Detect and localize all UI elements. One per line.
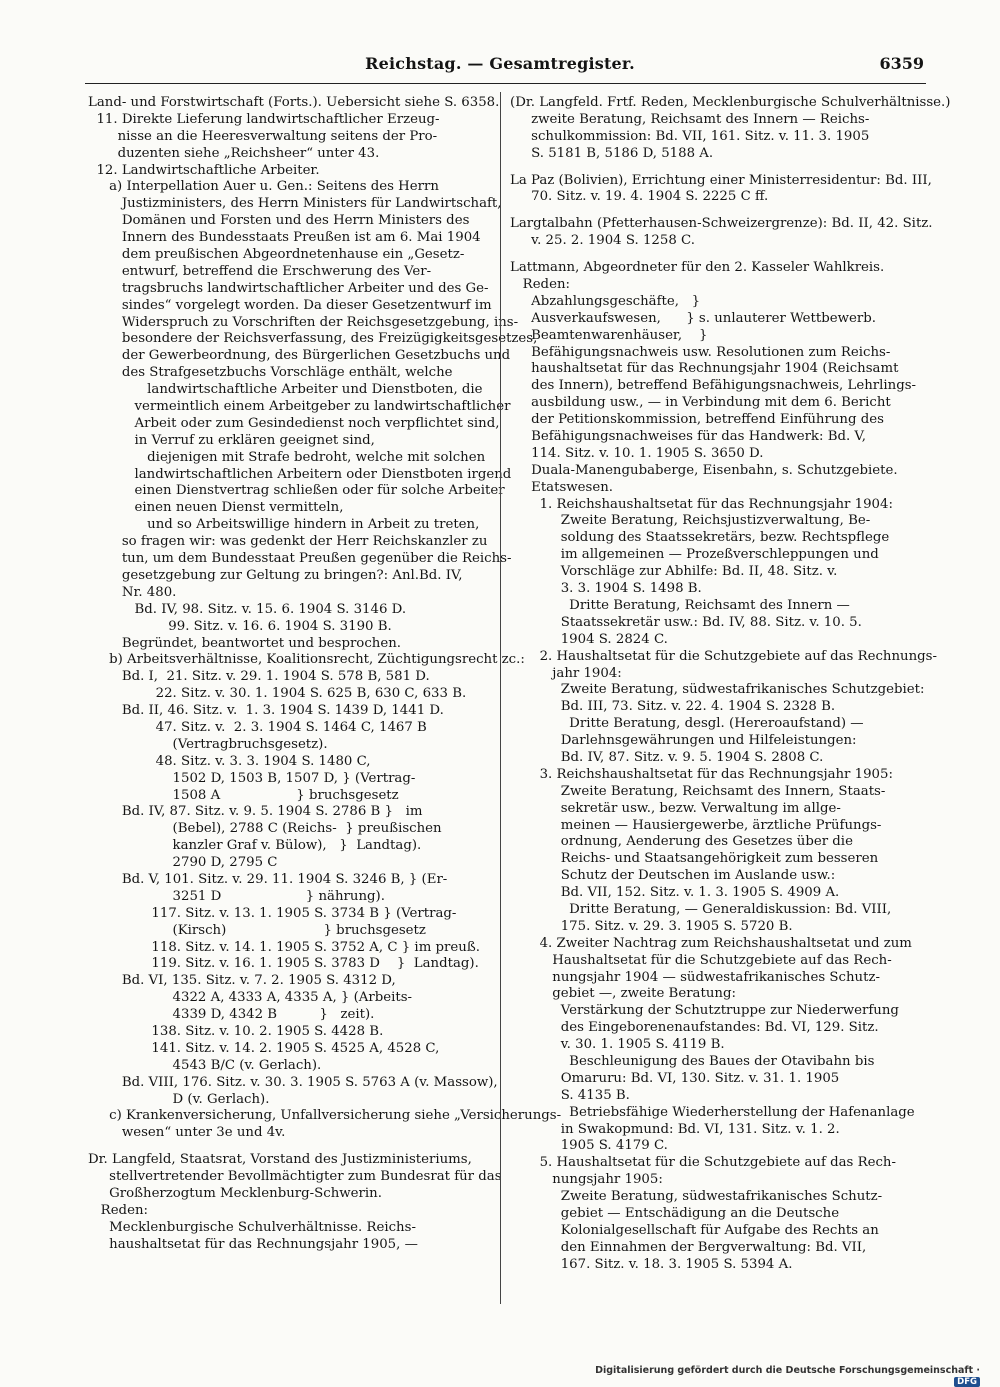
text-line: Vorschläge zur Abhilfe: Bd. II, 48. Sitz. v. — [510, 564, 838, 580]
text-line: einen Dienstvertrag schließen oder für solche Arbeiter — [88, 483, 505, 499]
text-line: b) Arbeitsverhältnisse, Koalitionsrecht, Züchtigungsrecht zc.: — [88, 652, 525, 668]
text-line: der Gewerbeordnung, des Bürgerlichen Gesetzbuchs und — [88, 348, 511, 364]
text-line: Mecklenburgische Schulverhältnisse. Reichs- — [88, 1219, 416, 1235]
text-line: ausbildung usw., — in Verbindung mit dem 6. Bericht — [510, 395, 891, 411]
text-line: Begründet, beantwortet und besprochen. — [88, 635, 401, 651]
text-line: Großherzogtum Mecklenburg-Schwerin. — [88, 1186, 382, 1201]
text-line: tragsbruchs landwirtschaftlicher Arbeiter und des Ge- — [88, 280, 489, 296]
text-line: Zweite Beratung, südwestafrikanisches Schutz- — [510, 1189, 883, 1205]
text-line: Dr. Langfeld, Staatsrat, Vorstand des Justizministeriums, — [88, 1152, 472, 1168]
text-line: Zweite Beratung, Reichsamt des Innern, Staats- — [510, 783, 886, 799]
text-line: (Vertragbruchsgesetz). — [88, 736, 328, 752]
text-line: nungsjahr 1905: — [510, 1172, 663, 1188]
text-line: Land- und Forstwirtschaft (Forts.). Uebersicht siehe S. 6358. — [88, 95, 500, 110]
text-line: Verstärkung der Schutztruppe zur Niederwerfung — [510, 1003, 899, 1019]
text-line: 1502 D, 1503 B, 1507 D, } (Vertrag- — [88, 770, 416, 786]
text-line: 141. Sitz. v. 14. 2. 1905 S. 4525 A, 4528 C, — [88, 1040, 440, 1056]
text-line: nisse an die Heeresverwaltung seitens der Pro- — [88, 128, 438, 144]
right-column — [510, 95, 951, 1274]
text-line: 12. Landwirtschaftliche Arbeiter. — [88, 162, 320, 178]
text-line: Dritte Beratung, Reichsamt des Innern — — [510, 597, 850, 613]
text-line: Omaruru: Bd. VI, 130. Sitz. v. 31. 1. 1905 — [510, 1070, 840, 1086]
text-line: 114. Sitz. v. 10. 1. 1905 S. 3650 D. — [510, 445, 764, 461]
text-line: 4543 B/C (v. Gerlach). — [88, 1057, 322, 1073]
text-line: S. 4135 B. — [510, 1087, 630, 1103]
text-line: 175. Sitz. v. 29. 3. 1905 S. 5720 B. — [510, 918, 793, 934]
dfg-logo: DFG — [954, 1377, 980, 1387]
text-line: Reden: — [510, 277, 570, 293]
text-line: a) Interpellation Auer u. Gen.: Seitens des Herrn — [88, 179, 439, 195]
text-line: wesen“ unter 3e und 4v. — [88, 1125, 286, 1141]
text-line — [510, 206, 922, 216]
text-line: Abzahlungsgeschäfte, } — [510, 293, 701, 309]
text-line: 117. Sitz. v. 13. 1. 1905 S. 3734 B } (Vertrag- — [88, 905, 457, 921]
text-line: 11. Direkte Lieferung landwirtschaftlicher Erzeug- — [88, 111, 440, 127]
text-line: so fragen wir: was gedenkt der Herr Reichskanzler zu — [88, 534, 488, 550]
text-line: 99. Sitz. v. 16. 6. 1904 S. 3190 B. — [88, 618, 392, 634]
text-line: Betriebsfähige Wiederherstellung der Hafenanlage — [510, 1104, 915, 1120]
text-line: Befähigungsnachweis usw. Resolutionen zum Reichs- — [510, 344, 891, 360]
text-line: in Swakopmund: Bd. VI, 131. Sitz. v. 1. 2. — [510, 1121, 840, 1137]
text-line: in Verruf zu erklären geeignet sind, — [88, 432, 375, 448]
text-line: Kolonialgesellschaft für Aufgabe des Rechts an — [510, 1222, 879, 1238]
text-line: 3. 3. 1904 S. 1498 B. — [510, 581, 702, 597]
text-line: Schutz der Deutschen im Auslande usw.: — [510, 868, 836, 884]
text-line: 1905 S. 4179 C. — [510, 1138, 668, 1154]
text-line: 4. Zweiter Nachtrag zum Reichshaushaltsetat und zum — [510, 935, 912, 951]
text-line: 48. Sitz. v. 3. 3. 1904 S. 1480 C, — [88, 753, 371, 769]
text-line: S. 5181 B, 5186 D, 5188 A. — [510, 145, 714, 161]
text-line: Staatssekretär usw.: Bd. IV, 88. Sitz. v. 10. 5. — [510, 614, 862, 630]
text-line: nungsjahr 1904 — südwestafrikanisches Schutz- — [510, 969, 880, 985]
text-line: 4339 D, 4342 B } zeit). — [88, 1007, 375, 1023]
text-line: Darlehnsgewährungen und Hilfeleistungen: — [510, 733, 857, 749]
text-line: c) Krankenversicherung, Unfallversicherung siehe „Versicherungs- — [88, 1108, 562, 1124]
text-line: 3. Reichshaushaltsetat für das Rechnungsjahr 1905: — [510, 766, 893, 782]
text-line: soldung des Staatssekretärs, bezw. Rechtspflege — [510, 530, 890, 546]
text-line: Zweite Beratung, südwestafrikanisches Schutzgebiet: — [510, 682, 925, 698]
text-line: haushaltsetat für das Rechnungsjahr 1904 (Reichsamt — [510, 361, 899, 377]
text-line: Beamtenwarenhäuser, } — [510, 327, 708, 343]
text-line: 3251 D } nährung). — [88, 888, 385, 904]
text-line: Domänen und Forsten und des Herrn Ministers des — [88, 213, 470, 229]
text-line: 1904 S. 2824 C. — [510, 631, 668, 647]
text-line: 4322 A, 4333 A, 4335 A, } (Arbeits- — [88, 990, 413, 1006]
text-line — [88, 1142, 498, 1152]
text-line: vermeintlich einem Arbeitgeber zu landwirtschaftlicher — [88, 399, 511, 415]
text-line: Bd. V, 101. Sitz. v. 29. 11. 1904 S. 3246 B, } (Er- — [88, 871, 448, 887]
text-line: Bd. VI, 135. Sitz. v. 7. 2. 1905 S. 4312 D, — [88, 973, 396, 989]
text-line: Ausverkaufswesen, } s. unlauterer Wettbewerb. — [510, 310, 876, 326]
text-line: Bd. VIII, 176. Sitz. v. 30. 3. 1905 S. 5763 A (v. Massow), — [88, 1074, 498, 1090]
text-line: 119. Sitz. v. 16. 1. 1905 S. 3783 D } Landtag). — [88, 956, 479, 972]
text-line: duzenten siehe „Reichsheer“ unter 43. — [88, 145, 380, 161]
text-line: Zweite Beratung, Reichsjustizverwaltung, Be- — [510, 513, 871, 529]
page-number: 6359 — [879, 54, 924, 73]
page-header — [0, 54, 1000, 84]
text-line: v. 25. 2. 1904 S. 1258 C. — [510, 233, 695, 249]
text-line: Bd. IV, 87. Sitz. v. 9. 5. 1904 S. 2808 C. — [510, 749, 824, 765]
text-line: Arbeit oder zum Gesindedienst noch verpflichtet sind, — [88, 415, 500, 431]
text-line: sekretär usw., bezw. Verwaltung im allge- — [510, 800, 841, 816]
text-line: La Paz (Bolivien), Errichtung einer Ministerresidentur: Bd. III, — [510, 172, 932, 188]
text-line: 2790 D, 2795 C — [88, 855, 278, 871]
text-line: (Dr. Langfeld. Frtf. Reden, Mecklenburgische Schulverhältnisse.) — [510, 95, 951, 110]
text-line — [510, 250, 922, 260]
text-line: Bd. III, 73. Sitz. v. 22. 4. 1904 S. 2328 B. — [510, 699, 836, 715]
text-line: Duala-Manengubaberge, Eisenbahn, s. Schutzgebiete. — [510, 462, 898, 478]
text-line: gebiet —, zweite Beratung: — [510, 986, 736, 1002]
text-line: Nr. 480. — [88, 584, 177, 600]
text-line: Etatswesen. — [510, 479, 614, 495]
text-line: Bd. IV, 87. Sitz. v. 9. 5. 1904 S. 2786 B } im — [88, 804, 423, 820]
text-line: (Kirsch) } bruchsgesetz — [88, 922, 426, 938]
header-rule — [85, 83, 926, 84]
text-line: des Strafgesetzbuchs Vorschläge enthält, welche — [88, 365, 453, 381]
text-line: der Petitionskommission, betreffend Einführung des — [510, 412, 884, 428]
text-line: jahr 1904: — [510, 665, 622, 681]
text-line: Dritte Beratung, desgl. (Hereroaufstand) — — [510, 716, 864, 732]
text-line: dem preußischen Abgeordnetenhause ein „Gesetz- — [88, 247, 465, 263]
text-line: besondere der Reichsverfassung, des Freizügigkeitsgesetzes, — [88, 331, 538, 347]
text-line: einen neuen Dienst vermitteln, — [88, 500, 344, 516]
running-title: Reichstag. — Gesamtregister. — [365, 54, 635, 73]
text-line: Beschleunigung des Baues der Otavibahn bis — [510, 1053, 875, 1069]
footer-text: Digitalisierung gefördert durch die Deutsche Forschungsgemeinschaft · — [595, 1365, 980, 1376]
text-line: 70. Sitz. v. 19. 4. 1904 S. 2225 C ff. — [510, 189, 769, 205]
text-line: im allgemeinen — Prozeßverschleppungen und — [510, 547, 879, 563]
text-line: zweite Beratung, Reichsamt des Innern — Reichs- — [510, 111, 870, 127]
text-line: Dritte Beratung, — Generaldiskussion: Bd. VIII, — [510, 901, 892, 917]
text-line: stellvertretender Bevollmächtigter zum Bundesrat für das — [88, 1169, 502, 1185]
text-line: 5. Haushaltsetat für die Schutzgebiete auf das Rech- — [510, 1155, 896, 1171]
text-line: Innern des Bundesstaats Preußen ist am 6. Mai 1904 — [88, 230, 481, 246]
text-line: 2. Haushaltsetat für die Schutzgebiete auf das Rechnungs- — [510, 648, 937, 664]
text-line: 47. Sitz. v. 2. 3. 1904 S. 1464 C, 1467 B — [88, 719, 427, 735]
text-line: entwurf, betreffend die Erschwerung des Ver- — [88, 263, 432, 279]
text-line: den Einnahmen der Bergverwaltung: Bd. VII, — [510, 1239, 867, 1255]
text-line: haushaltsetat für das Rechnungsjahr 1905, — — [88, 1236, 418, 1252]
text-line: 167. Sitz. v. 18. 3. 1905 S. 5394 A. — [510, 1256, 793, 1272]
text-line: tun, um dem Bundesstaat Preußen gegenüber die Reichs- — [88, 551, 512, 567]
text-line: Bd. VII, 152. Sitz. v. 1. 3. 1905 S. 4909 A. — [510, 885, 840, 901]
text-line: landwirtschaftlichen Arbeitern oder Dienstboten irgend — [88, 466, 512, 482]
text-line: sindes“ vorgelegt worden. Da dieser Gesetzentwurf im — [88, 297, 492, 313]
text-line: kanzler Graf v. Bülow), } Landtag). — [88, 838, 422, 854]
text-line: Befähigungsnachweises für das Handwerk: Bd. V, — [510, 429, 866, 445]
text-line: Reichs- und Staatsangehörigkeit zum besseren — [510, 851, 879, 867]
text-line: D (v. Gerlach). — [88, 1091, 270, 1107]
text-line: gesetzgebung zur Geltung zu bringen?: Anl.Bd. IV, — [88, 567, 463, 583]
text-line: des Eingeborenenaufstandes: Bd. VI, 129. Sitz. — [510, 1020, 879, 1036]
text-line: 22. Sitz. v. 30. 1. 1904 S. 625 B, 630 C, 633 B. — [88, 686, 467, 702]
text-line: Justizministers, des Herrn Ministers für Landwirtschaft, — [88, 196, 502, 212]
text-line: diejenigen mit Strafe bedroht, welche mit solchen — [88, 449, 486, 465]
footer-credit — [580, 1365, 980, 1387]
text-line: des Innern), betreffend Befähigungsnachweis, Lehrlings- — [510, 378, 917, 394]
text-line: Bd. II, 46. Sitz. v. 1. 3. 1904 S. 1439 D, 1441 D. — [88, 703, 444, 719]
text-line: Haushaltsetat für die Schutzgebiete auf das Rech- — [510, 952, 892, 968]
text-line: Reden: — [88, 1202, 148, 1218]
text-line: v. 30. 1. 1905 S. 4119 B. — [510, 1037, 725, 1053]
text-line: Lattmann, Abgeordneter für den 2. Kasseler Wahlkreis. — [510, 260, 885, 276]
text-line: 1. Reichshaushaltsetat für das Rechnungsjahr 1904: — [510, 496, 893, 512]
text-line: landwirtschaftliche Arbeiter und Dienstboten, die — [88, 382, 483, 398]
text-line: 118. Sitz. v. 14. 1. 1905 S. 3752 A, C } im preuß. — [88, 939, 480, 955]
text-line: 1508 A } bruchsgesetz — [88, 787, 399, 803]
column-divider — [500, 92, 501, 1304]
text-line: ordnung, Aenderung des Gesetzes über die — [510, 834, 853, 850]
text-line: meinen — Hausiergewerbe, ärztliche Prüfungs- — [510, 817, 882, 833]
text-line: Widerspruch zu Vorschriften der Reichsgesetzgebung, ins- — [88, 314, 519, 330]
text-line: (Bebel), 2788 C (Reichs- } preußischen — [88, 821, 442, 837]
text-line: Bd. IV, 98. Sitz. v. 15. 6. 1904 S. 3146 D. — [88, 601, 407, 617]
text-line: schulkommission: Bd. VII, 161. Sitz. v. 11. 3. 1905 — [510, 128, 870, 144]
text-line: 138. Sitz. v. 10. 2. 1905 S. 4428 B. — [88, 1023, 384, 1039]
text-line: und so Arbeitswillige hindern in Arbeit zu treten, — [88, 517, 480, 533]
text-line: gebiet — Entschädigung an die Deutsche — [510, 1206, 840, 1221]
text-line — [510, 163, 922, 173]
text-line: Bd. I, 21. Sitz. v. 29. 1. 1904 S. 578 B, 581 D. — [88, 669, 430, 685]
text-line: Largtalbahn (Pfetterhausen-Schweizergrenze): Bd. II, 42. Sitz. — [510, 216, 933, 232]
